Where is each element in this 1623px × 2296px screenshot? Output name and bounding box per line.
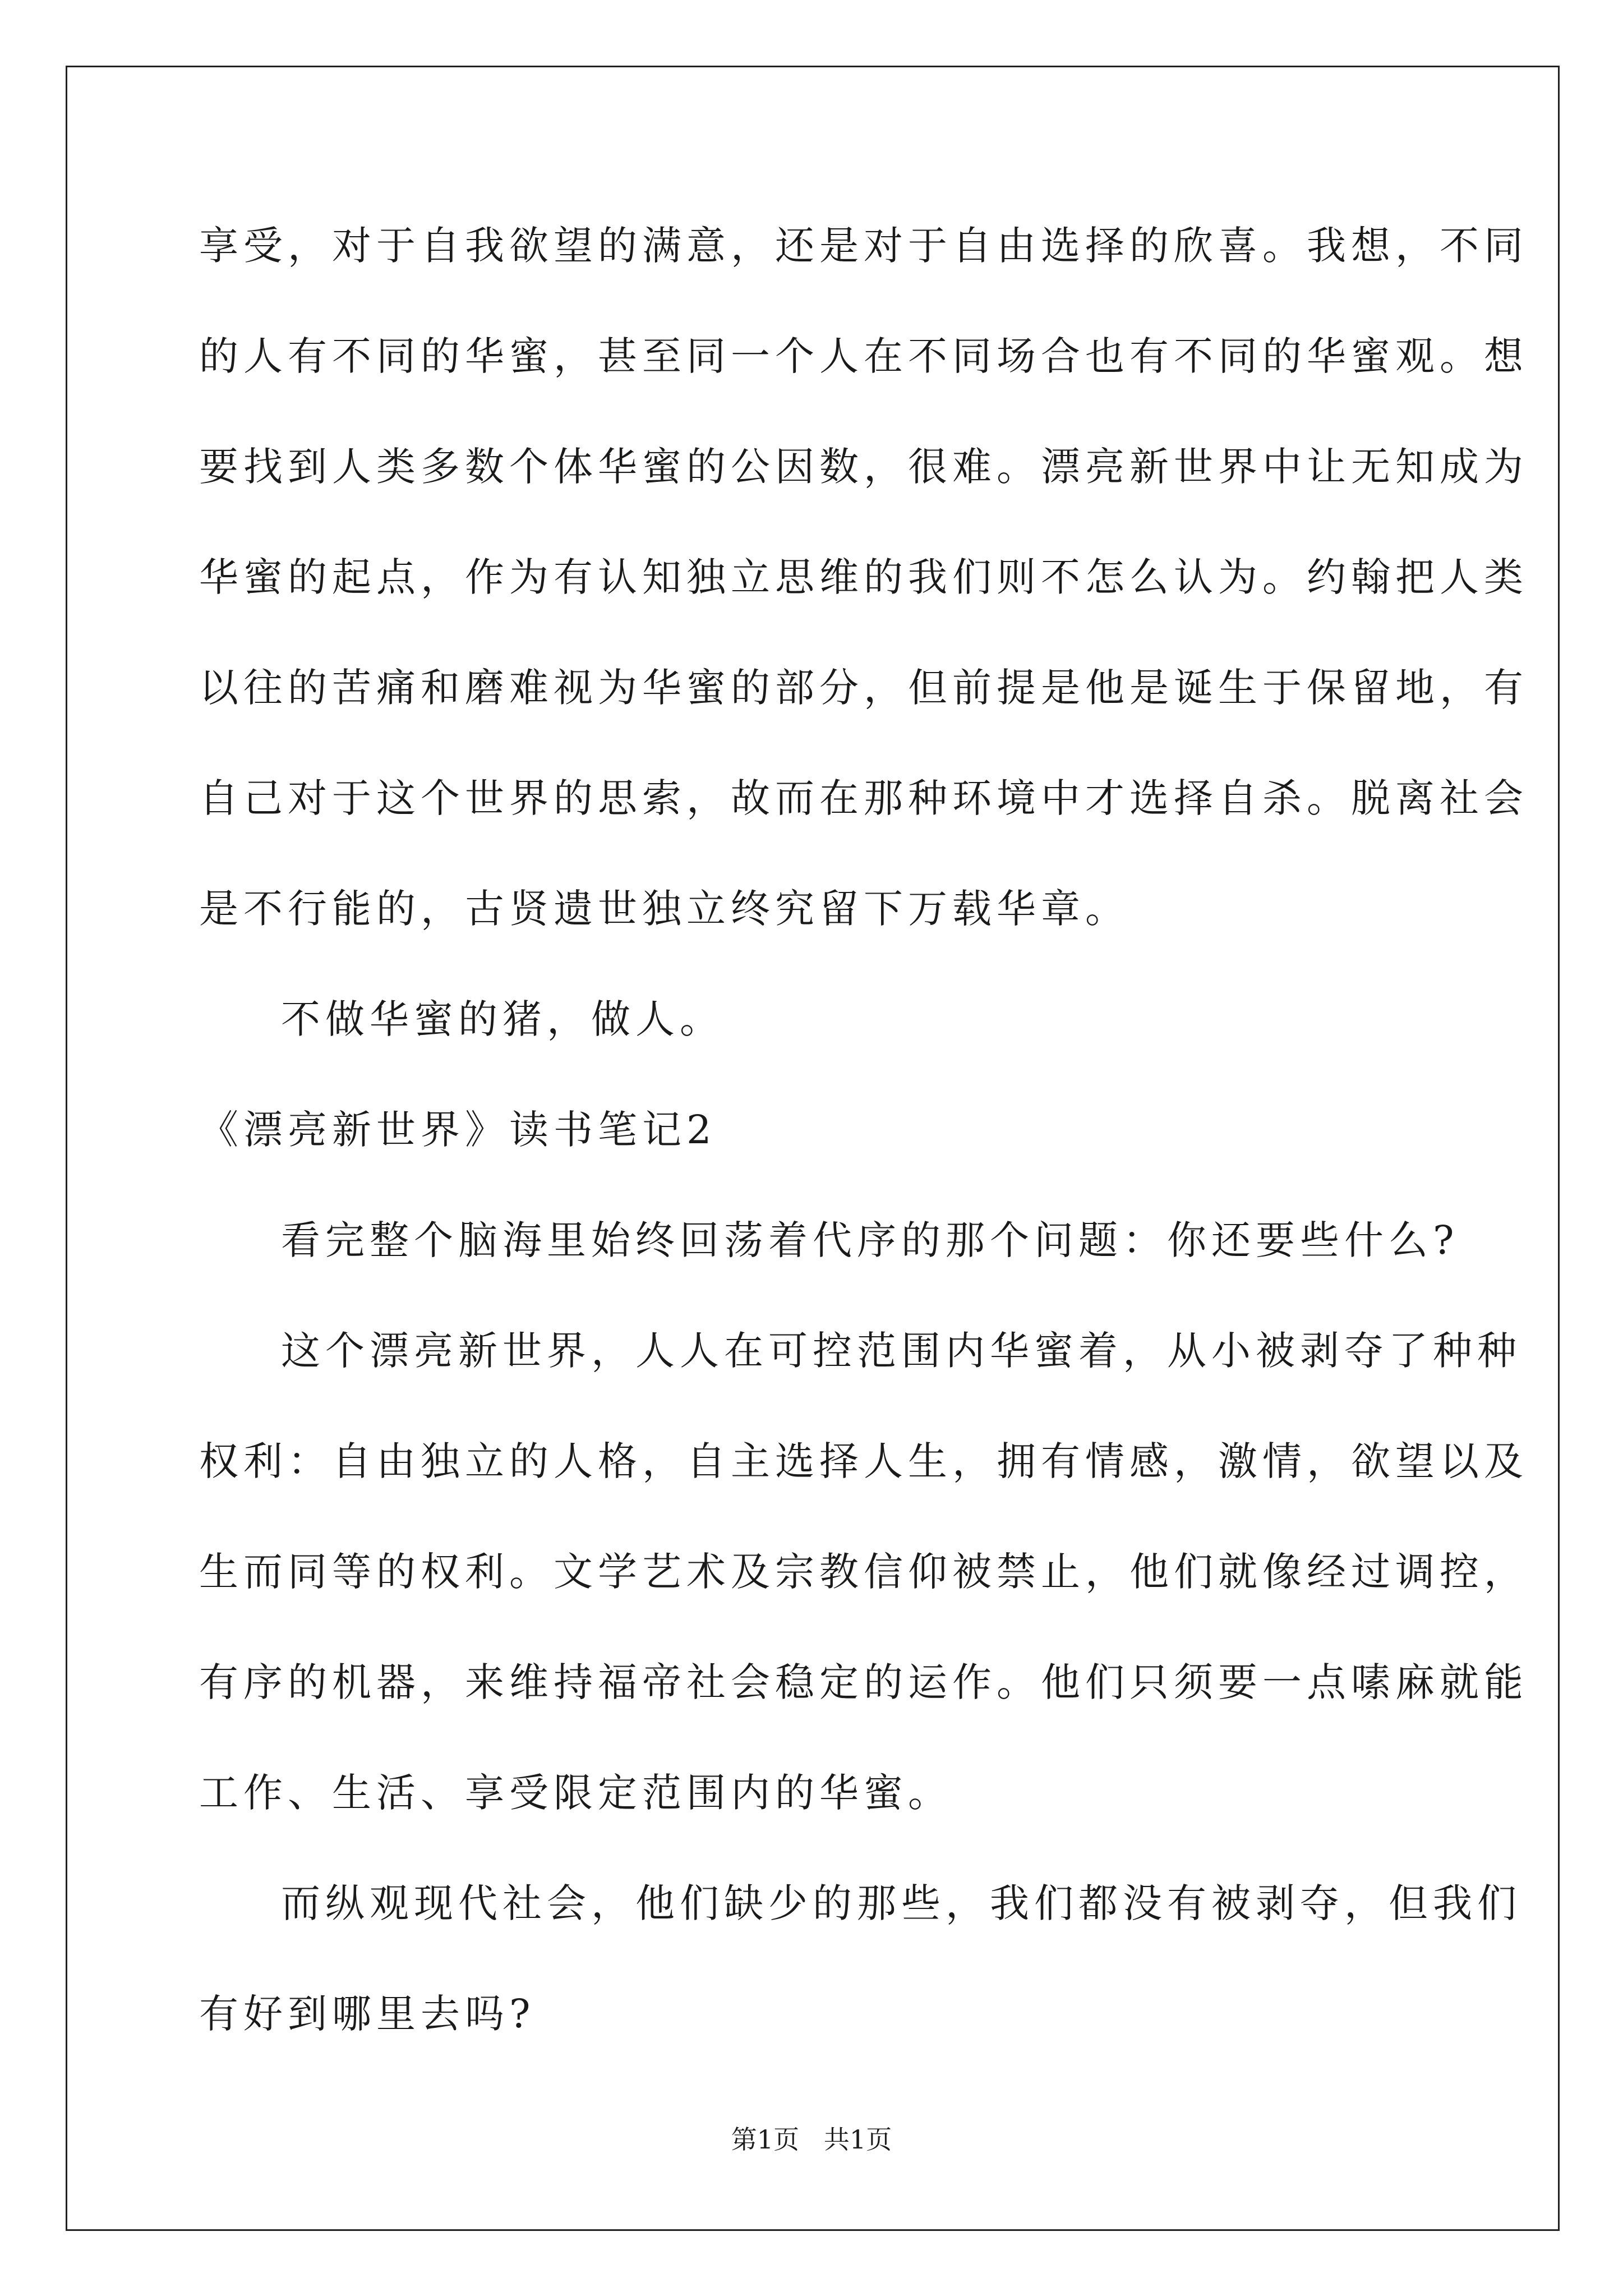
text-line: 有好到哪里去吗? [199, 1991, 536, 2037]
page-footer: 第1页 共1页 [731, 2124, 892, 2155]
text-line: 是不行能的，古贤遗世独立终究留下万载华章。 [199, 886, 1129, 932]
text-line: 要找到人类多数个体华蜜的公因数，很难。漂亮新世界中让无知成为 [199, 444, 1528, 490]
text-line: 工作、生活、享受限定范围内的华蜜。 [199, 1770, 952, 1816]
text-line: 权利：自由独立的人格，自主选择人生，拥有情感，激情，欲望以及 [199, 1438, 1528, 1484]
text-line: 自己对于这个世界的思索，故而在那种环境中才选择自杀。脱离社会 [199, 775, 1528, 821]
text-line: 的人有不同的华蜜，甚至同一个人在不同场合也有不同的华蜜观。想 [199, 333, 1528, 379]
paragraph-line: 这个漂亮新世界，人人在可控范围内华蜜着，从小被剥夺了种种 [281, 1328, 1521, 1374]
text-line: 华蜜的起点，作为有认知独立思维的我们则不怎么认为。约翰把人类 [199, 554, 1528, 600]
paragraph-line: 看完整个脑海里始终回荡着代序的那个问题：你还要些什么? [281, 1217, 1459, 1263]
text-line: 享受，对于自我欲望的满意，还是对于自由选择的欣喜。我想，不同 [199, 223, 1528, 269]
section-heading: 《漂亮新世界》读书笔记2 [199, 1107, 717, 1153]
text-line: 以往的苦痛和磨难视为华蜜的部分，但前提是他是诞生于保留地，有 [199, 665, 1528, 711]
paragraph-line: 不做华蜜的猪，做人。 [281, 996, 724, 1042]
text-line: 生而同等的权利。文学艺术及宗教信仰被禁止，他们就像经过调控， [199, 1549, 1528, 1595]
text-line: 有序的机器，来维持福帝社会稳定的运作。他们只须要一点嗉麻就能 [199, 1659, 1528, 1705]
paragraph-line: 而纵观现代社会，他们缺少的那些，我们都没有被剥夺，但我们 [281, 1880, 1521, 1926]
